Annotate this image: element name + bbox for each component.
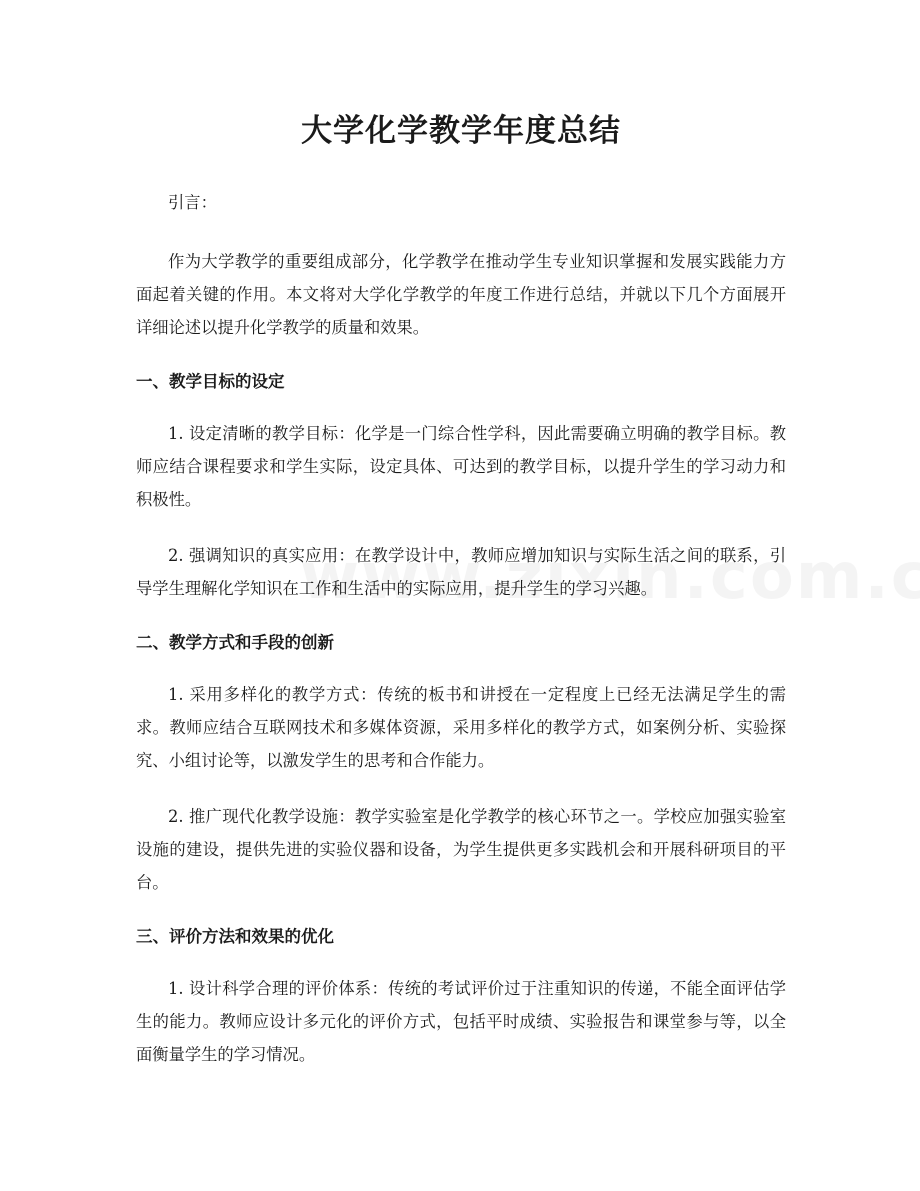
section-2	[136, 628, 786, 899]
document-title: 大学化学教学年度总结	[301, 113, 621, 149]
section-paragraph: 2. 强调知识的真实应用：在教学设计中，教师应增加知识与实际生活之间的联系，引导学生理解化学知识在工作和生活中的实际应用，提升学生的学习兴趣。	[136, 546, 786, 598]
section-heading: 三、评价方法和效果的优化	[136, 927, 334, 946]
section-paragraph: 1. 设计科学合理的评价体系：传统的考试评价过于注重知识的传递，不能全面评估学生的能力。教师应设计多元化的评价方式，包括平时成绩、实验报告和课堂参与等，以全面衡量学生的学习情况。	[136, 979, 786, 1064]
intro-label: 引言：	[168, 193, 217, 212]
section-1	[136, 367, 786, 605]
section-paragraph: 2. 推广现代化教学设施：教学实验室是化学教学的核心环节之一。学校应加强实验室设施的建设，提供先进的实验仪器和设备，为学生提供更多实践机会和开展科研项目的平台。	[136, 807, 786, 892]
section-paragraph: 1. 采用多样化的教学方式：传统的板书和讲授在一定程度上已经无法满足学生的需求。教师应结合互联网技术和多媒体资源，采用多样化的教学方式，如案例分析、实验探究、小组讨论等，以激发学生的思考和合作能力。	[136, 685, 786, 770]
section-3	[136, 922, 786, 1071]
section-heading: 一、教学目标的设定	[136, 372, 285, 391]
document-body	[136, 106, 786, 1094]
section-paragraph: 1. 设定清晰的教学目标：化学是一门综合性学科，因此需要确立明确的教学目标。教师应结合课程要求和学生实际，设定具体、可达到的教学目标，以提升学生的学习动力和积极性。	[136, 424, 786, 509]
section-heading: 二、教学方式和手段的创新	[136, 633, 334, 652]
intro-paragraph: 作为大学教学的重要组成部分，化学教学在推动学生专业知识掌握和发展实践能力方面起着关键的作用。本文将对大学化学教学的年度工作进行总结，并就以下几个方面展开详细论述以提升化学教学的质量和效果。	[136, 252, 786, 337]
